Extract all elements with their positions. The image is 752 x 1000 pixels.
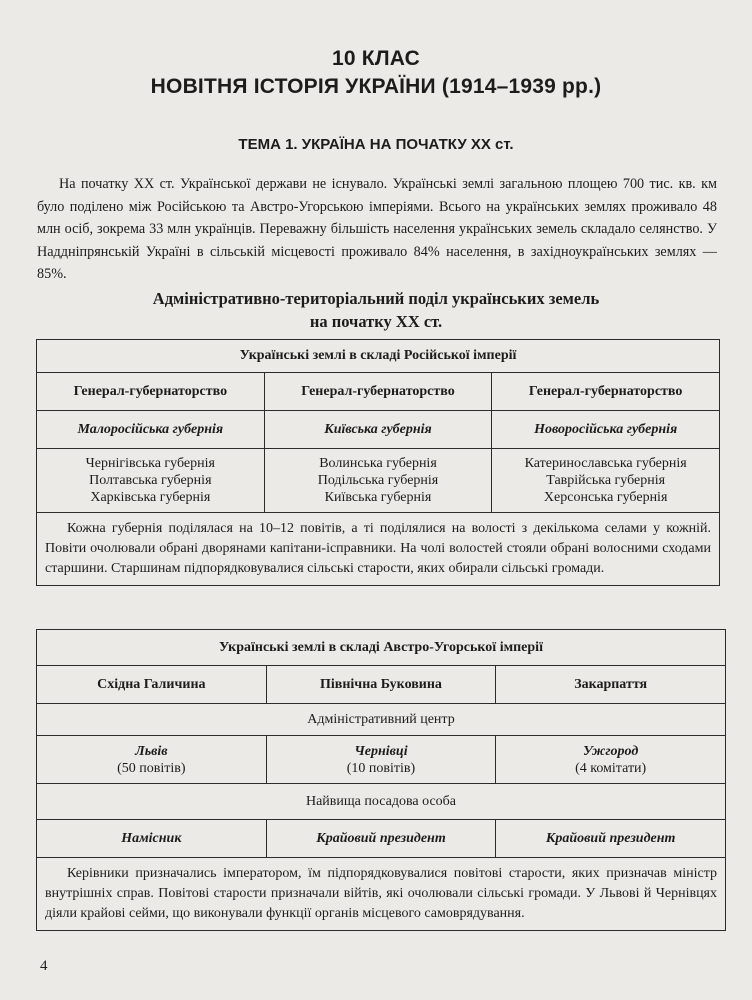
official-3: Крайовий президент <box>496 820 726 858</box>
region-1: Східна Галичина <box>37 666 267 704</box>
center-units: (4 комітати) <box>575 760 647 776</box>
gg-type-1: Генерал-губернаторство <box>37 373 265 411</box>
russian-note-text: Кожна губернія поділялася на 10–12 повітів, а ті поділялися на волості з декількома селами у кожній. Повіти очолювали обрані дворянами капітани-ісправники. На чолі волостей стояли обрані волосними сходами старшини. Старшинам підпорядковувалися сільські старости, яких обирали сільські громади. <box>45 521 711 576</box>
intro-text: На початку XX ст. Української держави не існувало. Українські землі загальною площею 700 тис. кв. км було поділено між Російською та Австро-Угорською імперіями. Всього на українських землях проживало 48 млн осіб, зокрема 33 млн українців. Переважну більшість населення українських земель складало селянство. У Наддніпрянській Україні в сільській місцевості проживало 84% населення, в західноукраїнських землях — 85%. <box>37 176 717 282</box>
gg-type-3: Генерал-губернаторство <box>492 373 720 411</box>
province: Таврійська губернія <box>546 473 666 488</box>
intro-paragraph <box>37 173 717 286</box>
russian-empire-table <box>36 339 720 586</box>
province: Чернігівська губернія <box>85 456 215 471</box>
province: Катеринославська губернія <box>524 456 687 471</box>
official-header: Найвища посадова особа <box>37 784 726 820</box>
center-cell-2 <box>266 736 496 784</box>
provinces-cell-2 <box>264 449 492 513</box>
section-title-line2: на початку XX ст. <box>309 312 443 331</box>
provinces-cell-3 <box>492 449 720 513</box>
region-3: Закарпаття <box>496 666 726 704</box>
russian-table-title: Українські землі в складі Російської імперії <box>37 340 720 373</box>
center-city: Львів <box>135 743 168 759</box>
center-cell-1 <box>37 736 267 784</box>
russian-table-note <box>37 513 720 586</box>
austro-table-title: Українські землі в складі Австро-Угорської імперії <box>37 630 726 666</box>
gg-name-3: Новоросійська губернія <box>492 411 720 449</box>
region-2: Північна Буковина <box>266 666 496 704</box>
center-units: (50 повітів) <box>117 760 186 776</box>
gg-name-1: Малоросійська губернія <box>37 411 265 449</box>
province: Харківська губернія <box>90 490 211 505</box>
official-2: Крайовий президент <box>266 820 496 858</box>
austro-table-note <box>37 858 726 931</box>
section-title-line1: Адміністративно-територіальний поділ українських земель <box>152 289 600 308</box>
course-title: НОВІТНЯ ІСТОРІЯ УКРАЇНИ (1914–1939 рр.) <box>150 75 602 98</box>
gg-type-2: Генерал-губернаторство <box>264 373 492 411</box>
province: Херсонська губернія <box>543 490 668 505</box>
section-title <box>0 287 752 333</box>
center-units: (10 повітів) <box>346 760 416 776</box>
center-header: Адміністративний центр <box>37 704 726 736</box>
province: Подільська губернія <box>317 473 439 488</box>
province: Полтавська губернія <box>89 473 212 488</box>
province: Київська губернія <box>324 490 432 505</box>
provinces-cell-1 <box>37 449 265 513</box>
official-1: Намісник <box>37 820 267 858</box>
class-title: 10 КЛАС <box>332 47 420 70</box>
center-cell-3 <box>496 736 726 784</box>
austro-hungarian-table <box>36 629 726 931</box>
topic-title: ТЕМА 1. УКРАЇНА НА ПОЧАТКУ XX ст. <box>238 136 514 153</box>
center-city: Ужгород <box>582 743 639 759</box>
austro-note-text: Керівники призначались імператором, їм підпорядковувалися повітові старости, яких призначав міністр внутрішніх справ. Повітові старости призначали війтів, які очолювали сільські громади. У Львові й Чернівцях діяли крайові сейми, що виконували функції органів місцевого самоврядування. <box>45 866 717 921</box>
center-city: Чернівці <box>354 743 408 759</box>
province: Волинська губернія <box>319 456 437 471</box>
page-number: 4 <box>40 958 48 974</box>
gg-name-2: Київська губернія <box>264 411 492 449</box>
